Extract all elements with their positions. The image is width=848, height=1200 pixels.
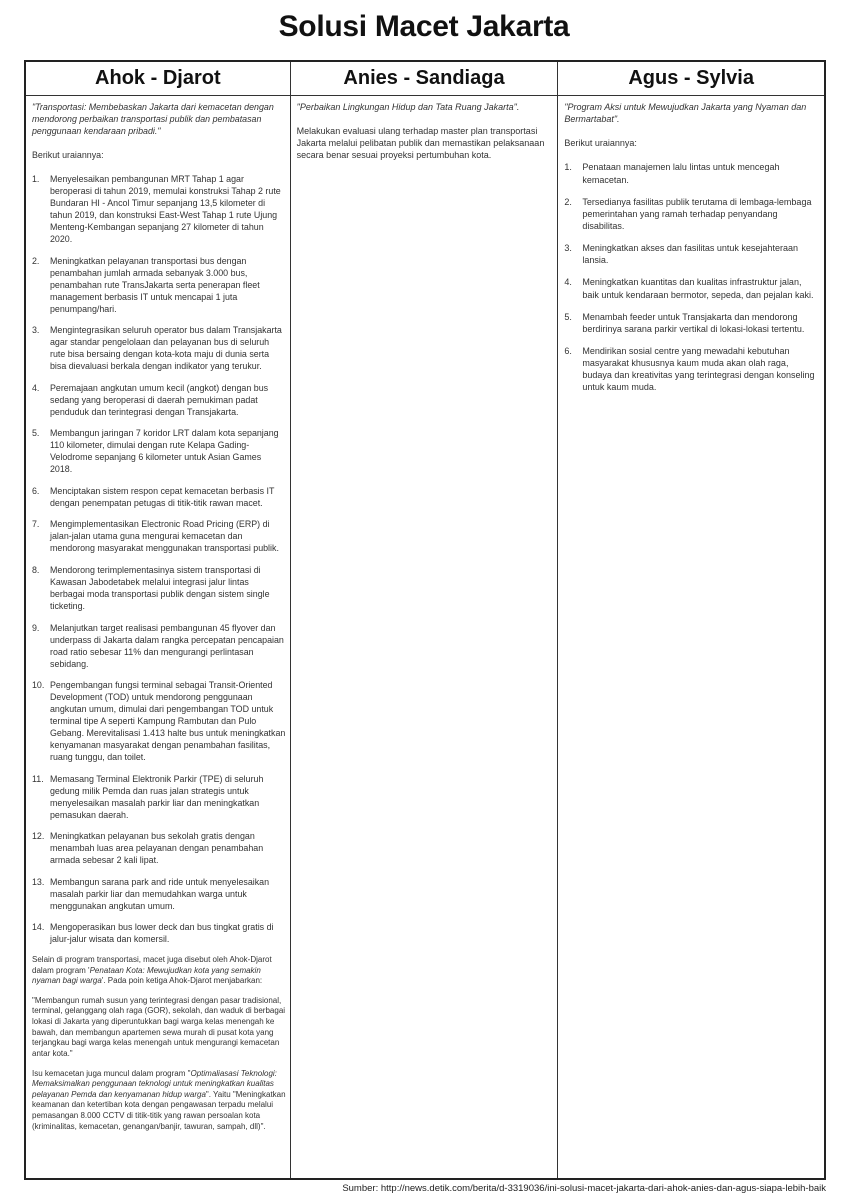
closing-paragraph — [32, 955, 286, 987]
closing-text: Isu kemacetan juga muncul dalam program " — [32, 1068, 191, 1078]
column-header: Anies - Sandiaga — [291, 62, 558, 96]
page-title: Solusi Macet Jakarta — [278, 10, 570, 43]
closing-text: ". Yaitu "Meningkatkan keamanan dan ketertiban kota dengan pengawasan terpadu melalui pemasangan 8.000 CCTV di titik-titik yang rawan persoalan kota (kriminalitas, kemacetan, genangan/banjir, tawuran, sampah, dll)". — [32, 1089, 286, 1131]
item-number: 3. — [564, 243, 572, 254]
item-text: Memasang Terminal Elektronik Parkir (TPE) di seluruh gedung milik Pemda dan ruas jalan strategis untuk menyelesaikan masalah parkir liar dan meningkatkan pemasukan daerah. — [50, 773, 264, 820]
item-number: 6. — [32, 485, 40, 496]
closing-text: '. Pada poin ketiga Ahok-Djarot menjabarkan: — [101, 976, 263, 986]
item-text: Meningkatkan pelayanan bus sekolah gratis dengan menambah luas area pelayanan dengan penambahan armada sebesar 2 kali lipat. — [50, 831, 264, 866]
item-number: 5. — [32, 428, 40, 439]
item-number: 3. — [32, 325, 40, 336]
column-header: Ahok - Djarot — [26, 62, 290, 96]
item-number: 6. — [564, 345, 572, 356]
item-text: Meningkatkan pelayanan transportasi bus dengan penambahan jumlah armada sebanyak 3.000 bus, penambahan rute TransJakarta serta penerapan fleet management berbasis IT untuk mencapai 1 juta penumpang/hari. — [50, 255, 260, 314]
column-header: Agus - Sylvia — [558, 62, 824, 96]
list-item — [32, 921, 286, 945]
program-quote: "Program Aksi untuk Mewujudkan Jakarta yang Nyaman dan Bermartabat". — [564, 102, 807, 125]
closing-notes — [32, 955, 286, 1132]
closing-paragraph — [32, 1069, 286, 1133]
item-text: Mengintegrasikan seluruh operator bus dalam Transjakarta agar standar pengelolaan dan pelayanan bus di seluruh rute bisa bersaing dengan kota-kota maju di dunia serta bisa dievaluasi berkala dengan indikator yang terukur. — [50, 325, 282, 372]
program-text: Melakukan evaluasi ulang terhadap master plan transportasi Jakarta melalui pelibatan publik dan memastikan pelaksanaan secara benar sesuai proyeksi pertumbuhan kota. — [296, 126, 545, 161]
list-item — [564, 161, 820, 185]
item-number: 1. — [564, 162, 572, 173]
list-item — [32, 382, 286, 418]
program-quote: "Perbaikan Lingkungan Hidup dan Tata Ruang Jakarta". — [296, 102, 520, 112]
item-text: Menciptakan sistem respon cepat kemacetan berbasis IT dengan penempatan petugas di titik-titik rawan macet. — [50, 485, 275, 508]
item-text: Meningkatkan akses dan fasilitas untuk kesejahteraan lansia. — [582, 243, 798, 266]
column-body — [291, 96, 558, 162]
item-text: Penataan manajemen lalu lintas untuk mencegah kemacetan. — [582, 162, 780, 185]
list-item — [32, 255, 286, 315]
list-item — [564, 276, 820, 300]
intro-text: Berikut uraiannya: — [564, 138, 637, 149]
column-agus-sylvia — [557, 62, 824, 1178]
program-list — [32, 173, 286, 945]
item-number: 12. — [32, 831, 45, 842]
list-item — [32, 564, 286, 612]
column-ahok-djarot — [26, 62, 290, 1178]
source-link[interactable]: Sumber: http://news.detik.com/berita/d-3319036/ini-solusi-macet-jakarta-dari-ahok-anies-dan-agus-siapa-lebih-baik — [342, 1183, 826, 1194]
closing-text: Selain di program transportasi, macet juga disebut oleh Ahok-Djarot dalam program ' — [32, 954, 272, 975]
closing-emphasis: Penataan Kota: Mewujudkan kota yang semakin nyaman bagi warga — [32, 965, 261, 986]
list-item — [564, 242, 820, 266]
list-item — [32, 485, 286, 509]
item-text: Melanjutkan target realisasi pembangunan 45 flyover dan underpass di Jakarta dalam rangka percepatan pencapaian road ratio sebesar 11% dan mengurangi perlintasan sebidang. — [50, 622, 284, 669]
item-text: Membangun sarana park and ride untuk menyelesaikan masalah parkir liar dan memudahkan warga untuk menggunakan angkutan umum. — [50, 876, 270, 911]
item-number: 4. — [32, 382, 40, 393]
item-text: Mendorong terimplementasinya sistem transportasi di Kawasan Jabodetabek melalui integrasi jalur lintas berbagai moda transportasi publik dengan sistem single ticketing. — [50, 564, 270, 612]
item-text: Menambah feeder untuk Transjakarta dan mendorong berdirinya sarana parkir vertikal di lokasi-lokasi tertentu. — [582, 311, 805, 334]
column-body — [26, 96, 290, 1132]
program-quote: "Transportasi: Membebaskan Jakarta dari kemacetan dengan mendorong perbaikan transportasi publik dan pembatasan penggunaan kendaraan pribadi." — [32, 102, 274, 137]
item-text: Membangun jaringan 7 koridor LRT dalam kota sepanjang 110 kilometer, dimulai dengan rute Kelapa Gading-Velodrome sepanjang 6 kilometer untuk Asian Games 2018. — [50, 428, 279, 475]
list-item — [564, 311, 820, 335]
item-number: 10. — [32, 680, 45, 691]
item-text: Mengoperasikan bus lower deck dan bus tingkat gratis di jalur-jalur wisata dan komersil. — [50, 922, 274, 945]
list-item — [32, 518, 286, 554]
list-item — [32, 773, 286, 821]
item-text: Pengembangan fungsi terminal sebagai Transit-Oriented Development (TOD) untuk mendorong penggunaan angkutan umum, dimulai dari pengembangan TOD untuk terminal tipe A seperti Kampung Rambutan dan Pulo Gebang. Merevitalisasi 1.413 halte bus untuk meningkatkan kenyamanan masyarakat dengan penambahan fasilitas, ruang tunggu, dan toilet. — [50, 680, 286, 763]
item-number: 7. — [32, 519, 40, 530]
list-item — [32, 173, 286, 245]
item-number: 14. — [32, 922, 45, 933]
item-number: 4. — [564, 277, 572, 288]
item-text: Tersedianya fasilitas publik terutama di lembaga-lembaga pemerintahan yang ramah terhadap penyandang disabilitas. — [582, 196, 812, 231]
item-text: Menyelesaikan pembangunan MRT Tahap 1 agar beroperasi di tahun 2019, memulai konstruksi Tahap 2 rute Bundaran HI - Ancol Timur sepanjang 13,5 kilometer di tahun 2019, dan konstruksi East-West Tahap 1 rute Ujung Menteng-Kembangan sepanjang 27 kilometer di tahun 2020. — [50, 174, 281, 245]
closing-quote: "Membangun rumah susun yang terintegrasi dengan pasar tradisional, terminal, gelanggang olah raga (GOR), sekolah, dan waduk di berbagai lokasi di Jakarta yang diperuntukkan bagi warga kelas menengah ke bawah, dan membangun apartemen sewa murah di pusat kota yang terjangkau bagi warga kelas menengah untuk mengurangi kemacetan antar kota." — [32, 995, 286, 1058]
list-item — [564, 345, 820, 394]
list-item — [32, 324, 286, 372]
list-item — [32, 679, 286, 763]
item-text: Mendirikan sosial centre yang mewadahi kebutuhan masyarakat khususnya kaum muda akan olah raga, budaya dan kreativitas yang terintegrasi dengan konseling untuk kaum muda. — [582, 345, 815, 393]
item-text: Meningkatkan kuantitas dan kualitas infrastruktur jalan, baik untuk kendaraan bermotor, sepeda, dan pejalan kaki. — [582, 277, 814, 300]
program-list — [564, 161, 820, 393]
column-body — [558, 96, 824, 394]
item-text: Peremajaan angkutan umum kecil (angkot) dengan bus sedang yang beroperasi di daerah pemukiman padat penduduk dan terintegrasi dengan Transjakarta. — [50, 382, 269, 417]
item-number: 8. — [32, 564, 40, 575]
list-item — [32, 427, 286, 475]
item-number: 5. — [564, 311, 572, 322]
intro-text: Berikut uraiannya: — [32, 150, 104, 161]
item-number: 11. — [32, 773, 44, 784]
item-number: 13. — [32, 876, 45, 887]
list-item — [564, 196, 820, 232]
item-number: 2. — [32, 255, 40, 266]
list-item — [32, 876, 286, 912]
item-number: 9. — [32, 622, 40, 633]
item-text: Mengimplementasikan Electronic Road Pricing (ERP) di jalan-jalan utama guna mengurai kemacetan dan mendorong masyarakat menggunakan transportasi publik. — [50, 519, 279, 554]
column-anies-sandiaga — [290, 62, 558, 1178]
item-number: 1. — [32, 174, 40, 185]
list-item — [32, 830, 286, 866]
closing-emphasis: Optimaliasasi Teknologi: Memaksimalkan penggunaan teknologi untuk meningkatkan kualitas pelayanan Pemda dan kenyamanan hidup warga — [32, 1068, 277, 1099]
item-number: 2. — [564, 196, 572, 207]
comparison-table — [24, 60, 826, 1180]
list-item — [32, 622, 286, 670]
